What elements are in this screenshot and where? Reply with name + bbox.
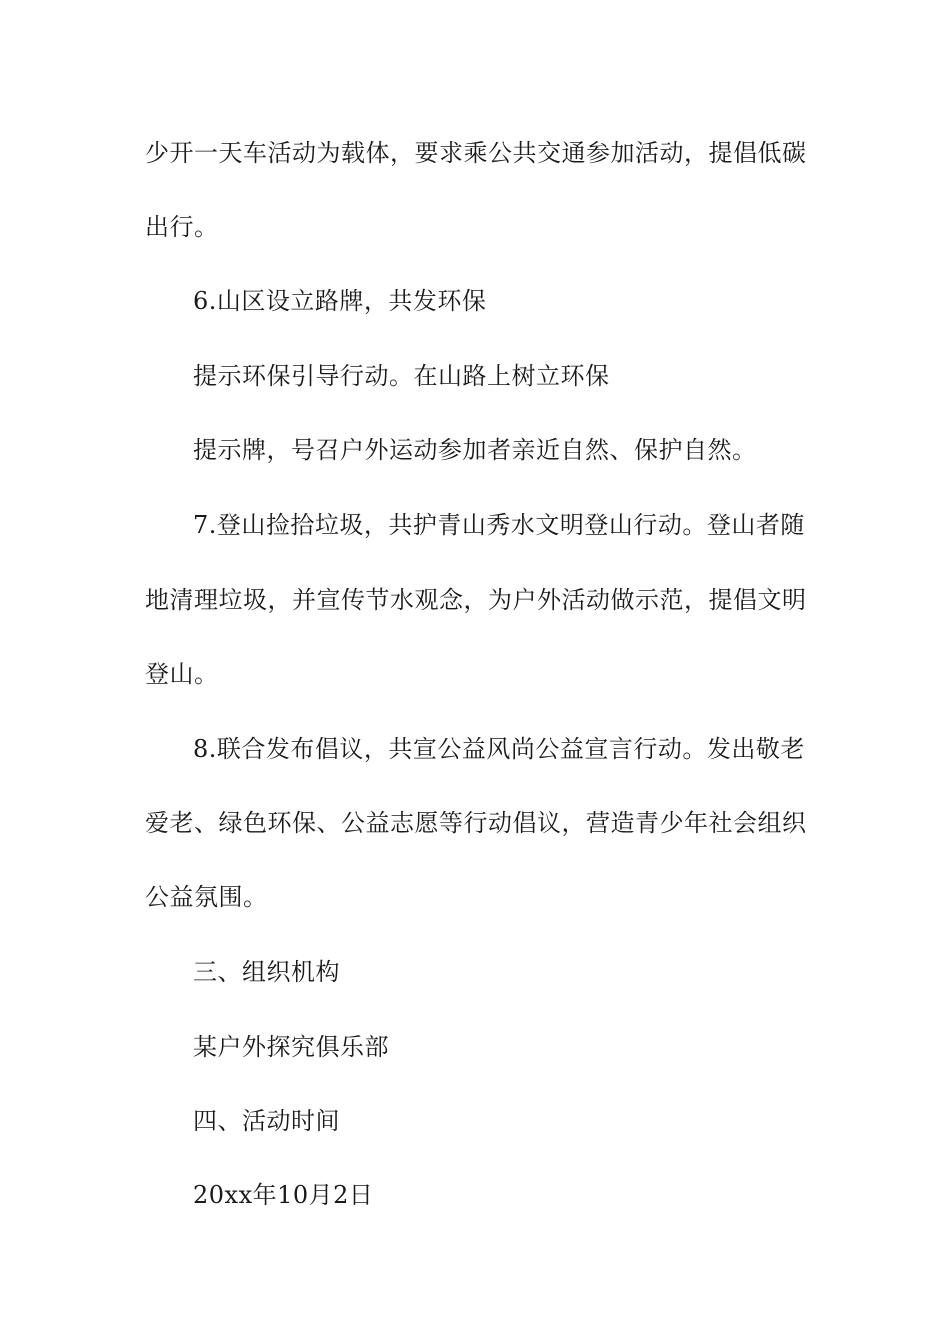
- item-heading-6: 6.山区设立路牌，共发环保: [193, 287, 487, 315]
- paragraph-line: 出行。: [145, 213, 219, 241]
- paragraph-line: 登山。: [145, 660, 219, 688]
- event-date: 20xx年10月2日: [193, 1181, 374, 1209]
- item-heading-8: 8.联合发布倡议，共宣公益风尚公益宣言行动。发出敬老: [193, 735, 805, 763]
- organization-name: 某户外探究俱乐部: [193, 1033, 389, 1061]
- item-heading-7: 7.登山捡拾垃圾，共护青山秀水文明登山行动。登山者随: [193, 511, 805, 539]
- section-heading-time: 四、活动时间: [193, 1107, 340, 1135]
- paragraph-line: 爱老、绿色环保、公益志愿等行动倡议，营造青少年社会组织: [145, 809, 807, 837]
- paragraph-line: 提示环保引导行动。在山路上树立环保: [193, 362, 610, 390]
- section-heading-organization: 三、组织机构: [193, 958, 340, 986]
- paragraph-line: 少开一天车活动为载体，要求乘公共交通参加活动，提倡低碳: [145, 139, 807, 167]
- paragraph-line: 地清理垃圾，并宣传节水观念，为户外活动做示范，提倡文明: [145, 586, 807, 614]
- paragraph-line: 公益氛围。: [145, 883, 268, 911]
- paragraph-line: 提示牌，号召户外运动参加者亲近自然、保护自然。: [193, 436, 757, 464]
